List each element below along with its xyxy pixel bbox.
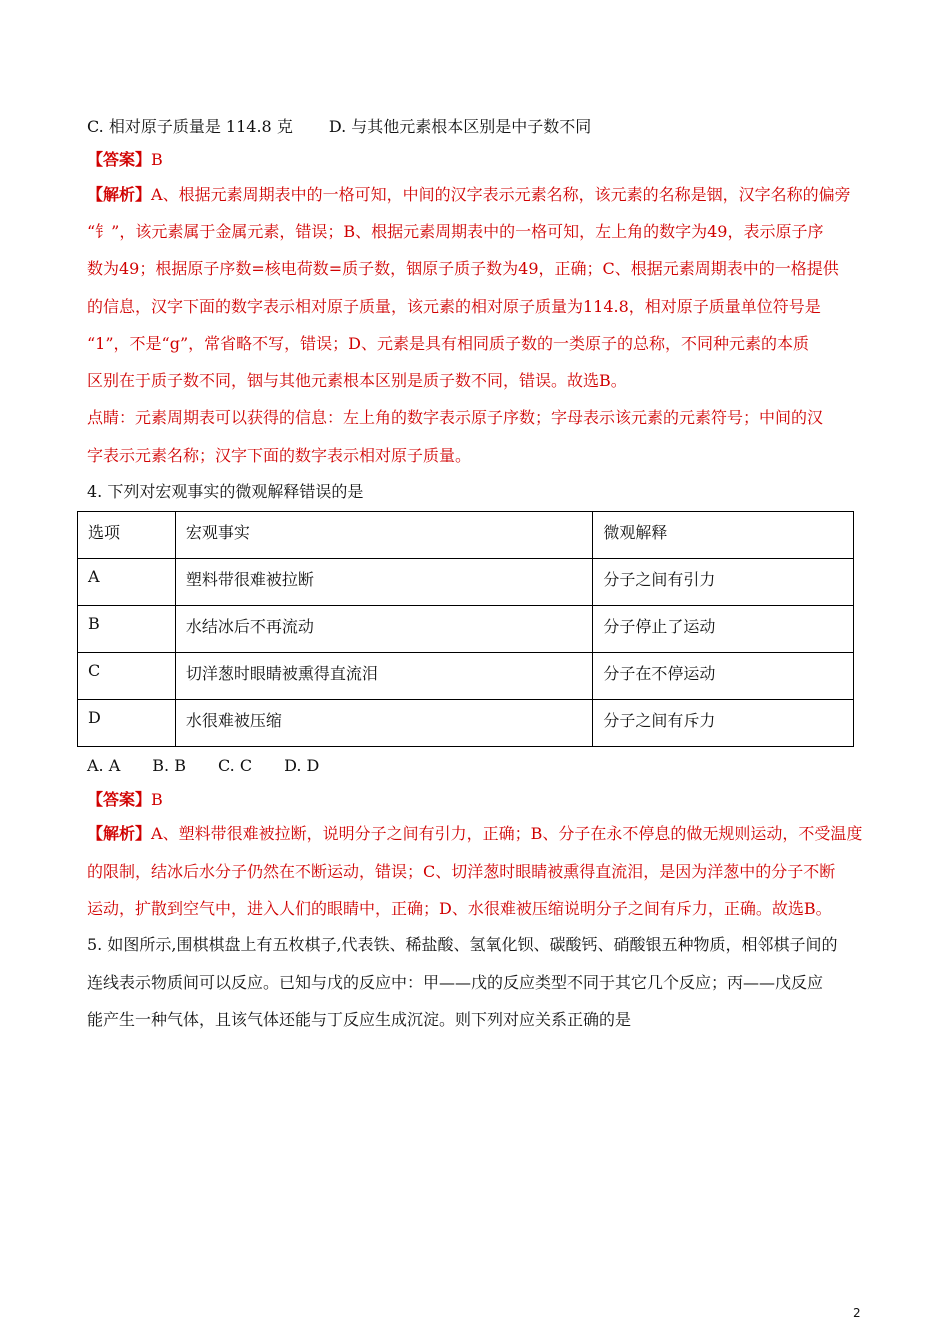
q3-tip-line: 字表示元素名称；汉字下面的数字表示相对原子质量。 bbox=[87, 446, 472, 465]
table-cell: 塑料带很难被拉断 bbox=[175, 559, 592, 606]
table-cell: 分子之间有引力 bbox=[593, 559, 854, 606]
table-cell: 分子之间有斥力 bbox=[593, 700, 854, 747]
table-cell: A bbox=[78, 559, 176, 606]
table-header-cell: 微观解释 bbox=[593, 512, 854, 559]
q3-options-line bbox=[87, 116, 591, 138]
q4-option: D. D bbox=[284, 756, 320, 775]
q4-answer-value: B bbox=[151, 790, 163, 809]
q3-analysis-line: “1”，不是“g”，常省略不写，错误；D、元素是具有相同质子数的一类原子的总称，不同种元素的本质 bbox=[87, 334, 809, 353]
table-cell: D bbox=[78, 700, 176, 747]
q4-analysis-tag: 【解析】 bbox=[87, 824, 152, 843]
table-header-cell: 选项 bbox=[78, 512, 176, 559]
q3-analysis-line: 【解析】A、根据元素周期表中的一格可知，中间的汉字表示元素名称，该元素的名称是铟，汉字名称的偏旁 bbox=[87, 185, 851, 204]
q4-answer bbox=[87, 789, 163, 811]
q3-analysis-line: 的信息，汉字下面的数字表示相对原子质量，该元素的相对原子质量为114.8，相对原子质量单位符号是 bbox=[87, 297, 821, 316]
q4-table bbox=[77, 511, 854, 747]
q4-stem: 4. 下列对宏观事实的微观解释错误的是 bbox=[87, 482, 364, 501]
q3-answer-value: B bbox=[151, 150, 163, 169]
q4-analysis-line: 【解析】A、塑料带很难被拉断，说明分子之间有引力，正确；B、分子在永不停息的做无规则运动，不受温度 bbox=[87, 824, 863, 843]
table-cell: 水结冰后不再流动 bbox=[175, 606, 592, 653]
table-header-cell: 宏观事实 bbox=[175, 512, 592, 559]
table-row bbox=[78, 606, 854, 653]
q5-stem-line: 连线表示物质间可以反应。已知与戊的反应中：甲——戊的反应类型不同于其它几个反应；丙——戊反应 bbox=[87, 973, 824, 992]
q4-option: C. C bbox=[217, 756, 253, 775]
q5-stem-line: 能产生一种气体，且该气体还能与丁反应生成沉淀。则下列对应关系正确的是 bbox=[87, 1010, 632, 1029]
q3-option-d: D. 与其他元素根本区别是中子数不同 bbox=[328, 117, 592, 136]
q3-analysis-tag: 【解析】 bbox=[87, 185, 152, 204]
page-number: 2 bbox=[853, 1306, 861, 1320]
table-row bbox=[78, 700, 854, 747]
q4-analysis-line: 的限制，结冰后水分子仍然在不断运动，错误；C、切洋葱时眼睛被熏得直流泪，是因为洋葱中的分子不断 bbox=[87, 862, 836, 881]
q4-answer-tag: 【答案】 bbox=[87, 790, 152, 809]
table-header-row bbox=[78, 512, 854, 559]
q3-analysis-line: 区别在于质子数不同，铟与其他元素根本区别是质子数不同，错误。故选B。 bbox=[87, 371, 627, 390]
table-row bbox=[78, 559, 854, 606]
table-cell: C bbox=[78, 653, 176, 700]
q4-option: B. B bbox=[152, 756, 186, 775]
q3-tip-line: 点睛：元素周期表可以获得的信息：左上角的数字表示原子序数；字母表示该元素的元素符号；中间的汉 bbox=[87, 408, 824, 427]
table-cell: 分子在不停运动 bbox=[593, 653, 854, 700]
table-cell: 分子停止了运动 bbox=[593, 606, 854, 653]
table-cell: B bbox=[78, 606, 176, 653]
table-cell: 切洋葱时眼睛被熏得直流泪 bbox=[175, 653, 592, 700]
q3-answer-tag: 【答案】 bbox=[87, 150, 152, 169]
q3-analysis-line: “钅”，该元素属于金属元素，错误；B、根据元素周期表中的一格可知，左上角的数字为49，表示原子序 bbox=[87, 222, 824, 241]
q5-stem-line: 5. 如图所示,围棋棋盘上有五枚棋子,代表铁、稀盐酸、氢氧化钡、碳酸钙、硝酸银五种物质，相邻棋子间的 bbox=[87, 935, 838, 954]
table-row bbox=[78, 653, 854, 700]
q4-analysis-line: 运动，扩散到空气中，进入人们的眼睛中，正确；D、水很难被压缩说明分子之间有斥力，正确。故选B。 bbox=[87, 899, 832, 918]
q3-analysis-line: 数为49；根据原子序数=核电荷数=质子数，铟原子质子数为49，正确；C、根据元素周期表中的一格提供 bbox=[87, 259, 839, 278]
q3-option-c: C. 相对原子质量是 114.8 克 bbox=[87, 117, 293, 136]
q4-option: A. A bbox=[87, 756, 121, 775]
table-cell: 水很难被压缩 bbox=[175, 700, 592, 747]
q4-options bbox=[87, 755, 319, 777]
q3-answer bbox=[87, 149, 163, 171]
